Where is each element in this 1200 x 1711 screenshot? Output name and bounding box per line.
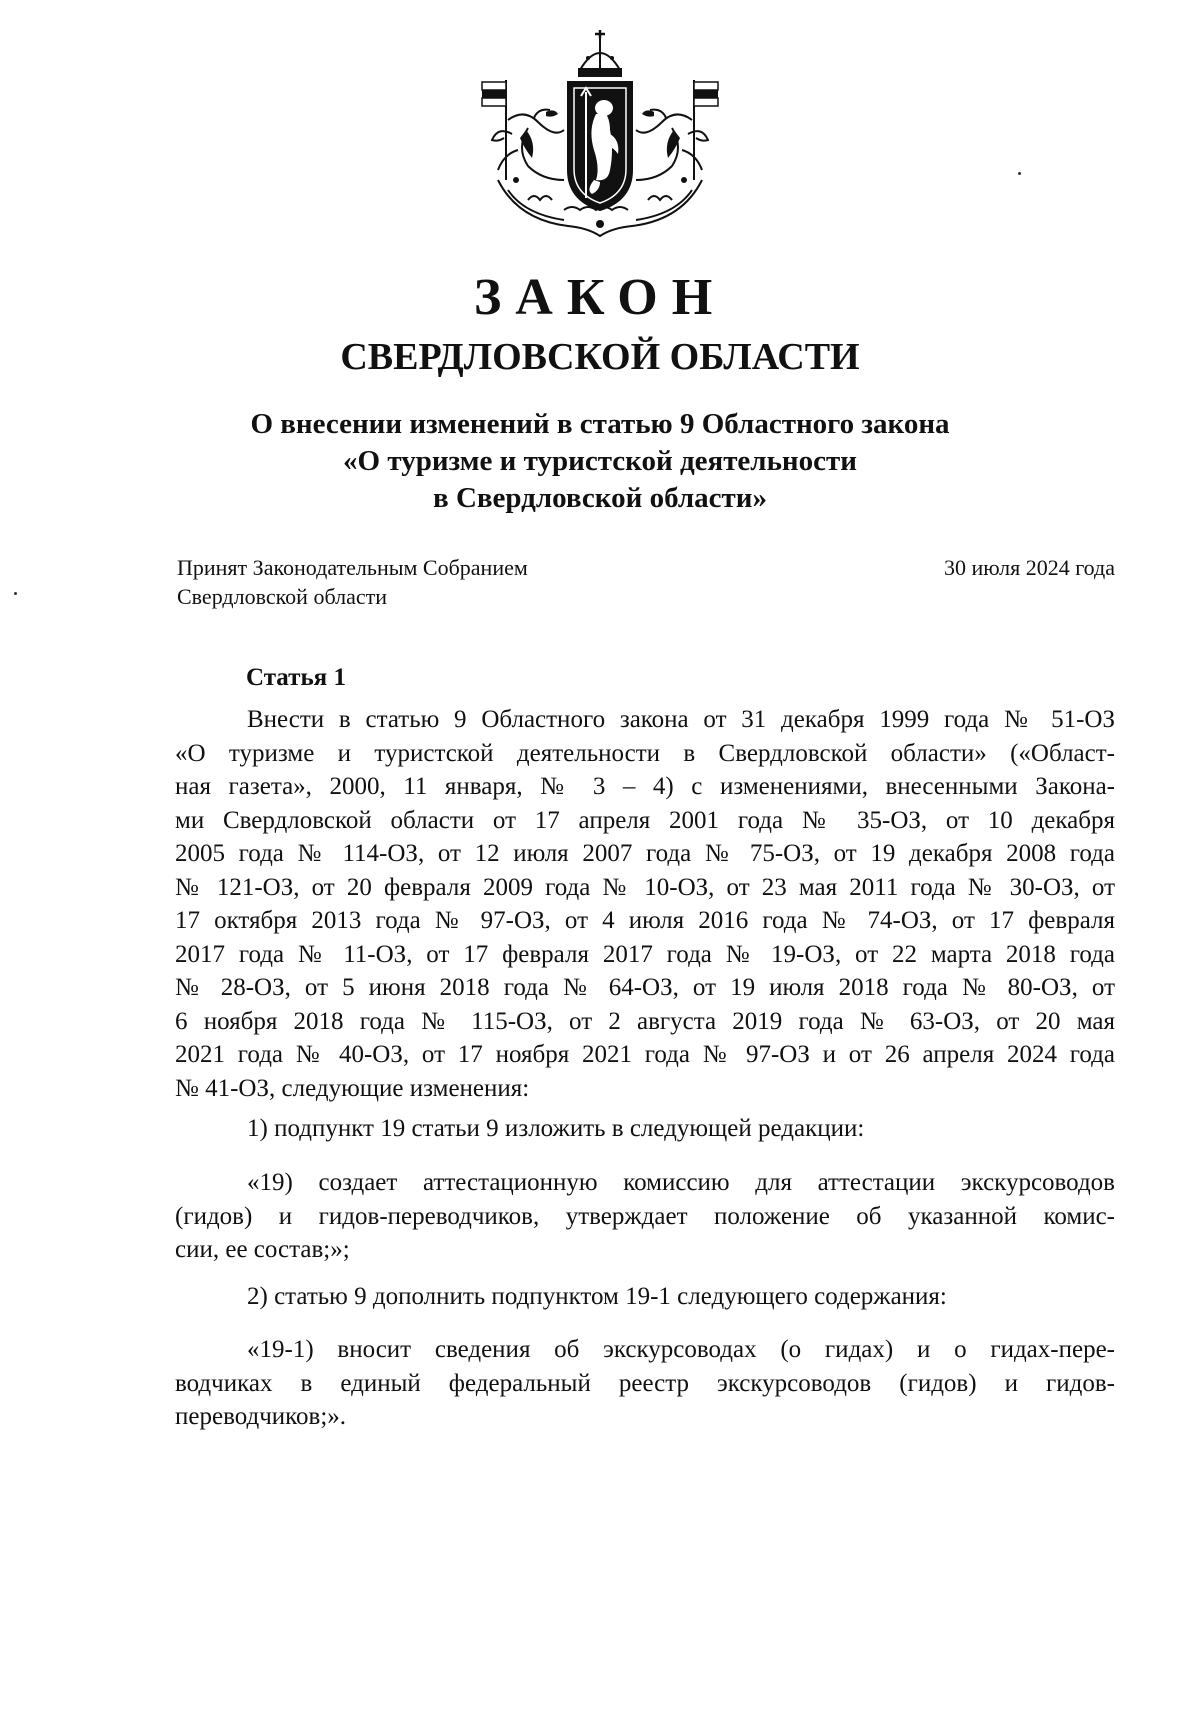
document-type-title: ЗАКОН [473,269,727,326]
adoption-authority [177,553,528,611]
subject-line: О внесении изменений в статью 9 Областного закона [250,408,950,440]
item-line: 1) подпункт 19 статьи 9 изложить в следующей редакции: [247,1115,865,1142]
adoption-line: Принят Законодательным Собранием [177,555,528,580]
amendment-item-1 [175,1112,1115,1146]
paragraph-line: 2005 года № 114-ОЗ, от 12 июля 2007 года № 75-ОЗ, от 19 декабря 2008 года [175,840,1115,867]
paragraph-line: 17 октября 2013 года № 97-ОЗ, от 4 июля 2016 года № 74-ОЗ, от 17 февраля [175,907,1115,934]
paragraph-line: № 28-ОЗ, от 5 июня 2018 года № 64-ОЗ, от 19 июля 2018 года № 80-ОЗ, от [175,974,1115,1001]
adoption-line: Свердловской области [177,584,387,609]
quote-line: переводчиков;». [175,1403,347,1430]
paragraph-line: Внести в статью 9 Областного закона от 31 декабря 1999 года № 51-ОЗ [247,706,1115,733]
quote-line: (гидов) и гидов-переводчиков, утверждает положение об указанной комис- [175,1202,1115,1230]
article-main-paragraph [175,703,1115,1105]
quote-line: «19-1) вносит сведения об экскурсоводах (о гидах) и о гидах-пере- [247,1336,1115,1363]
paragraph-line: 6 ноября 2018 года № 115-ОЗ, от 2 августа 2019 года № 63-ОЗ, от 20 мая [175,1007,1115,1035]
amendment-item-2 [175,1280,1115,1314]
paragraph-line: № 41-ОЗ, следующие изменения: [175,1074,530,1102]
item-line: 2) статью 9 дополнить подпунктом 19-1 следующего содержания: [247,1283,947,1310]
paragraph-line: ми Свердловской области от 17 апреля 2001 года № 35-ОЗ, от 10 декабря [175,806,1115,834]
quote-line: «19) создает аттестационную комиссию для аттестации экскурсоводов [247,1169,1115,1196]
scan-speck [1018,172,1021,175]
coat-of-arms-emblem [468,30,732,240]
paragraph-line: «О туризме и туристской деятельности в Свердловской области» («Област- [175,739,1115,767]
amendment-item-2-quote [175,1333,1115,1434]
paragraph-line: 2017 года № 11-ОЗ, от 17 февраля 2017 года № 19-ОЗ, от 22 марта 2018 года [175,940,1115,968]
quote-line: сии, ее состав;»; [175,1236,350,1263]
paragraph-line: 2021 года № 40-ОЗ, от 17 ноября 2021 года № 97-ОЗ и от 26 апреля 2024 года [175,1041,1115,1068]
scan-speck [14,592,17,595]
adoption-date: 30 июля 2024 года [943,555,1115,580]
article-title: Статья 1 [246,664,346,691]
subject-line: в Свердловской области» [433,482,767,514]
quote-line: водчиках в единый федеральный реестр экскурсоводов (гидов) и гидов- [175,1369,1115,1397]
amendment-item-1-quote [175,1166,1115,1267]
subject-line: «О туризме и туристской деятельности [343,445,857,477]
region-title: СВЕРДЛОВСКОЙ ОБЛАСТИ [340,336,860,378]
law-subject-title [0,406,1200,517]
paragraph-line: № 121-ОЗ, от 20 февраля 2009 года № 10-ОЗ, от 23 мая 2011 года № 30-ОЗ, от [175,873,1115,901]
paragraph-line: ная газета», 2000, 11 января, № 3 – 4) с изменениями, внесенными Закона- [175,773,1115,800]
